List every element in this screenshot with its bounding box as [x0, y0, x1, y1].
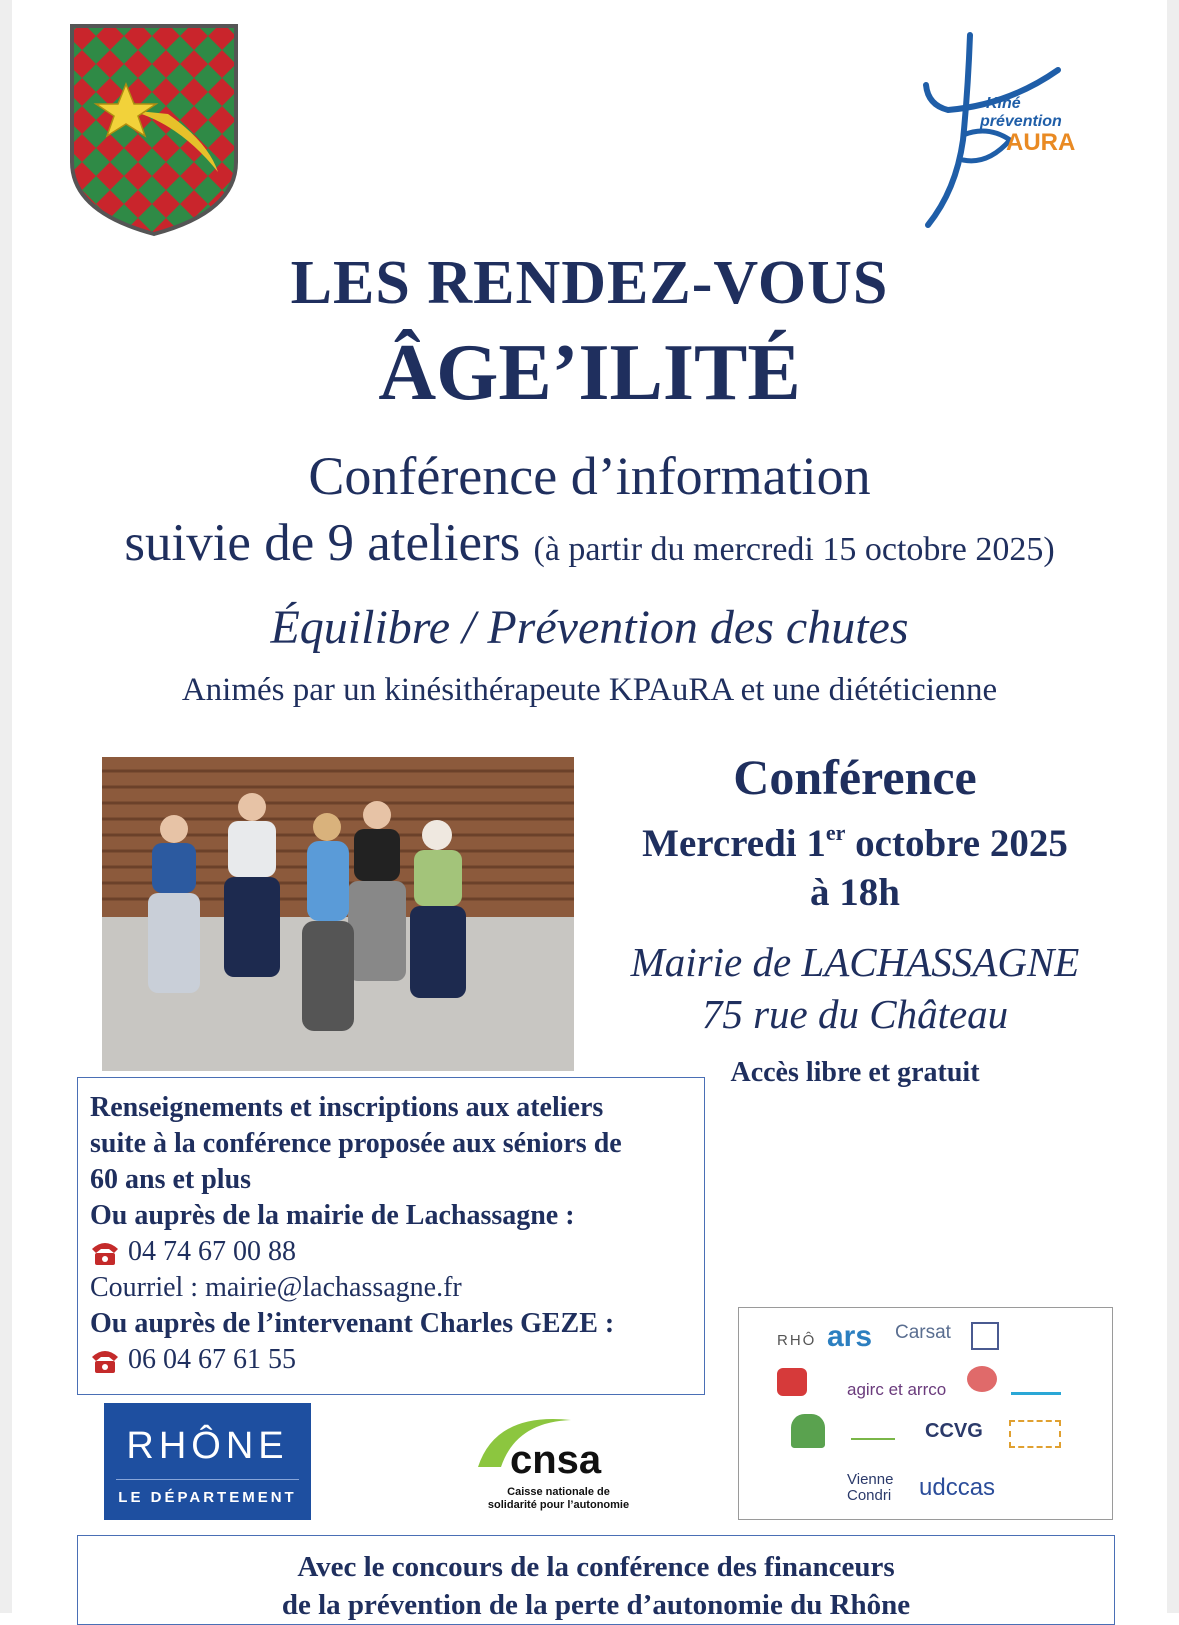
title-line2: ÂGE’ILITÉ: [378, 329, 801, 417]
rhone-logo-sub: LE DÉPARTEMENT: [118, 1489, 297, 1506]
kpa-line1: Kiné: [986, 95, 1021, 112]
partner-rho-logo: RHÔ: [777, 1332, 817, 1349]
seniors-exercise-photo: [102, 757, 574, 1071]
conference-heading: Conférence: [733, 749, 977, 805]
mairie-phone-line: [90, 1234, 692, 1270]
partner-tree-logo: [791, 1414, 825, 1448]
conference-date-sup: er: [825, 820, 846, 845]
page-edge-left: [0, 0, 12, 1613]
conference-date-day: Mercredi 1: [642, 822, 826, 865]
animators-line: Animés par un kinésithérapeute KPAuRA et une diététicienne: [181, 672, 998, 708]
footer-line2: de la prévention de la perte d’autonomie du Rhône: [281, 1589, 911, 1621]
partner-red-badge-logo: [967, 1366, 997, 1392]
rhone-departement-logo: [104, 1403, 311, 1520]
mairie-email[interactable]: Courriel : mairie@lachassagne.fr: [90, 1272, 462, 1303]
partner-ars-logo: ars: [827, 1320, 873, 1353]
telephone-icon: [90, 1237, 120, 1267]
partner-udccas-logo: udccas: [919, 1474, 996, 1501]
cnsa-sub-line1: Caisse nationale de: [507, 1486, 610, 1498]
conference-date-rest: octobre 2025: [845, 822, 1068, 865]
mairie-label: Ou auprès de la mairie de Lachassagne :: [90, 1200, 575, 1231]
subtitle-line2-main: suivie de 9 ateliers: [124, 514, 521, 572]
footer-box: [77, 1535, 1115, 1625]
info-line3: 60 ans et plus: [90, 1164, 252, 1195]
conference-time: à 18h: [810, 871, 900, 914]
conference-date: [600, 820, 1110, 866]
partner-emblem-logo: [971, 1322, 999, 1350]
subtitle-line2: [0, 513, 1179, 573]
partner-beaujolais-logo: [1009, 1420, 1061, 1448]
mairie-phone[interactable]: 04 74 67 00 88: [128, 1236, 296, 1267]
page-edge-right: [1167, 0, 1179, 1613]
info-box: [77, 1077, 705, 1395]
kine-prevention-aura-logo: [918, 30, 1118, 230]
title-line1: LES RENDEZ-VOUS: [290, 249, 889, 317]
partners-logo-box: [738, 1307, 1113, 1520]
telephone-icon: [90, 1345, 120, 1375]
conference-place-line2: 75 rue du Château: [701, 991, 1009, 1037]
conference-access: Accès libre et gratuit: [730, 1057, 980, 1088]
kpa-line3: AURA: [1006, 129, 1076, 156]
partner-lyonnais-logo: [851, 1420, 895, 1440]
kpa-line2: prévention: [980, 113, 1062, 130]
partner-vienne-condrieu-logo: Vienne Condri: [847, 1471, 894, 1504]
partner-assurance-maladie-logo: [1011, 1368, 1061, 1395]
municipal-crest-logo: [68, 22, 240, 237]
partner-agirc-arrco-logo: agirc et arrco: [847, 1380, 947, 1399]
intervenant-label: Ou auprès de l’intervenant Charles GEZE :: [90, 1308, 615, 1339]
intervenant-phone-line: [90, 1342, 692, 1378]
partner-carsat-logo: Carsat: [895, 1322, 951, 1343]
partner-red-mark-logo: [777, 1368, 807, 1396]
cnsa-logo-name: cnsa: [510, 1438, 602, 1482]
info-line1: Renseignements et inscriptions aux ateliers: [90, 1092, 604, 1123]
intervenant-phone[interactable]: 06 04 67 61 55: [128, 1344, 296, 1375]
subtitle-line1: Conférence d’information: [308, 446, 871, 506]
cnsa-logo-sub: [476, 1486, 641, 1512]
cnsa-logo: [470, 1408, 650, 1511]
conference-place-line1: Mairie de LACHASSAGNE: [630, 939, 1080, 985]
footer-line1: Avec le concours de la conférence des financeurs: [297, 1551, 895, 1583]
cnsa-sub-line2: solidarité pour l’autonomie: [487, 1499, 630, 1511]
rhone-logo-divider: [116, 1479, 299, 1480]
info-line2: suite à la conférence proposée aux séniors de: [90, 1128, 622, 1159]
subtitle-line2-date: (à partir du mercredi 15 octobre 2025): [533, 531, 1055, 568]
rhone-logo-name: RHÔNE: [126, 1425, 289, 1467]
theme-line: Équilibre / Prévention des chutes: [270, 601, 909, 654]
partner-ccvg-logo: CCVG: [925, 1420, 983, 1442]
